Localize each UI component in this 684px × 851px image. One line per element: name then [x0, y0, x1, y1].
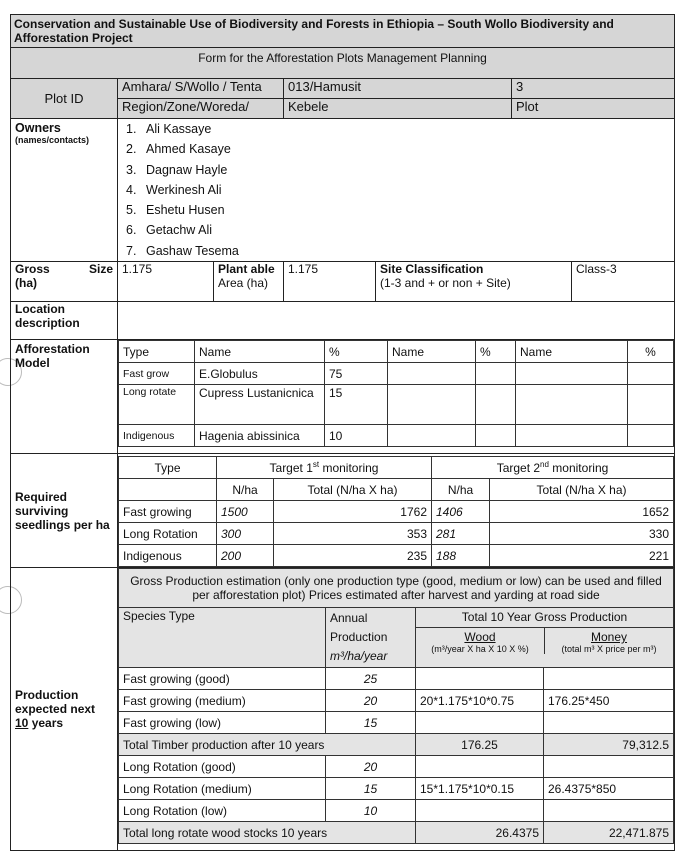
- plantable-value: 1.175: [284, 262, 376, 302]
- production-total-row: Total Timber production after 10 years 176.25 79,312.5: [119, 734, 674, 756]
- seedlings-label: Required surviving seedlings per ha: [11, 454, 118, 568]
- site-class-value: Class-3: [572, 262, 675, 302]
- region-value: Amhara/ S/Wollo / Tenta: [118, 79, 284, 99]
- plantable-label-cell: Plant able Area (ha): [214, 262, 284, 302]
- owners-label-cell: [11, 119, 118, 262]
- production-row: Long Rotation (medium) 15 15*1.175*10*0.15 26.4375*850: [119, 778, 674, 800]
- site-classification-cell: Site Classification (1-3 and + or non + Site): [376, 262, 572, 302]
- owner-item: 7. Gashaw Tesema: [126, 243, 239, 258]
- total-header: Total (N/ha X ha): [274, 479, 432, 501]
- model-table: [118, 340, 674, 447]
- seedlings-row: Long Rotation 300 353 281 330: [119, 523, 674, 545]
- seedlings-row: Indigenous 200 235 188 221: [119, 545, 674, 567]
- annual-header: Annual Production m³/ha/year: [326, 608, 416, 668]
- owners-list: [126, 119, 666, 261]
- owner-item: 2. Ahmed Kasaye: [126, 142, 231, 157]
- gross-size-label: Gross Size (ha): [11, 262, 118, 302]
- production-table: [118, 568, 674, 844]
- model-header: %: [325, 341, 388, 363]
- model-table-cell: [118, 340, 675, 454]
- owners-sublabel: (names/contacts): [15, 135, 90, 145]
- location-value: [118, 302, 675, 340]
- total10-header: Total 10 Year Gross Production Wood (m³/year X ha X 10 X %) Money (total m³ X price per m³): [416, 608, 674, 668]
- seedlings-row: Fast growing 1500 1762 1406 1652: [119, 501, 674, 523]
- production-note: Gross Production estimation (only one production type (good, medium or low) can be used and filled per afforestation plot) Prices estimated after harvest and yarding at road side: [119, 569, 674, 608]
- owner-item: 3. Dagnaw Hayle: [126, 162, 228, 177]
- model-header: Name: [388, 341, 476, 363]
- region-label: Region/Zone/Woreda/: [118, 99, 284, 119]
- afforestation-form: [10, 14, 675, 851]
- owner-item: 4. Werkinesh Ali: [126, 182, 222, 197]
- kebele-value: 013/Hamusit: [284, 79, 512, 99]
- model-header: Type: [119, 341, 195, 363]
- total-header: Total (N/ha X ha): [490, 479, 674, 501]
- form-title: Form for the Afforestation Plots Management Planning: [11, 48, 675, 79]
- model-label: Afforestation Model: [11, 340, 118, 454]
- gross-size-value: 1.175: [118, 262, 214, 302]
- plot-id-label: Plot ID: [11, 79, 118, 119]
- production-total-row: Total long rotate wood stocks 10 years 26.4375 22,471.875: [119, 822, 674, 844]
- target2-header: Target 2nd monitoring: [432, 457, 674, 479]
- seedlings-table: [118, 456, 674, 567]
- production-table-cell: [118, 568, 675, 851]
- model-row: Fast grow E.Globulus 75: [119, 363, 674, 385]
- model-header: Name: [195, 341, 325, 363]
- location-label: Location description: [11, 302, 118, 340]
- seedlings-table-cell: [118, 454, 675, 568]
- model-header: %: [628, 341, 674, 363]
- production-label: Production expected next 10 years: [11, 568, 118, 851]
- owner-item: 6. Getachw Ali: [126, 223, 213, 238]
- model-header: Name: [516, 341, 628, 363]
- kebele-label: Kebele: [284, 99, 512, 119]
- nha-header: N/ha: [217, 479, 274, 501]
- project-title: Conservation and Sustainable Use of Biodiversity and Forests in Ethiopia – South Wollo Biodiversity and Afforestation Project: [11, 15, 675, 48]
- species-type-header: Species Type: [119, 608, 326, 668]
- seedlings-type-header: Type: [119, 457, 217, 479]
- plot-label: Plot: [512, 99, 675, 119]
- production-row: Long Rotation (low) 10: [119, 800, 674, 822]
- model-header: %: [476, 341, 516, 363]
- production-row: Long Rotation (good) 20: [119, 756, 674, 778]
- owners-label: Owners: [15, 121, 61, 135]
- plot-number-value: 3: [512, 79, 675, 99]
- production-row: Fast growing (medium) 20 20*1.175*10*0.75 176.25*450: [119, 690, 674, 712]
- owner-item: 1. Ali Kassaye: [126, 122, 212, 136]
- nha-header: N/ha: [432, 479, 490, 501]
- model-row: Long rotate Cupress Lustanicnica 15: [119, 385, 674, 425]
- owners-list-cell: [118, 119, 675, 262]
- production-row: Fast growing (low) 15: [119, 712, 674, 734]
- target1-header: Target 1st monitoring: [217, 457, 432, 479]
- production-row: Fast growing (good) 25: [119, 668, 674, 690]
- model-row: Indigenous Hagenia abissinica 10: [119, 425, 674, 447]
- owner-item: 5. Eshetu Husen: [126, 203, 225, 218]
